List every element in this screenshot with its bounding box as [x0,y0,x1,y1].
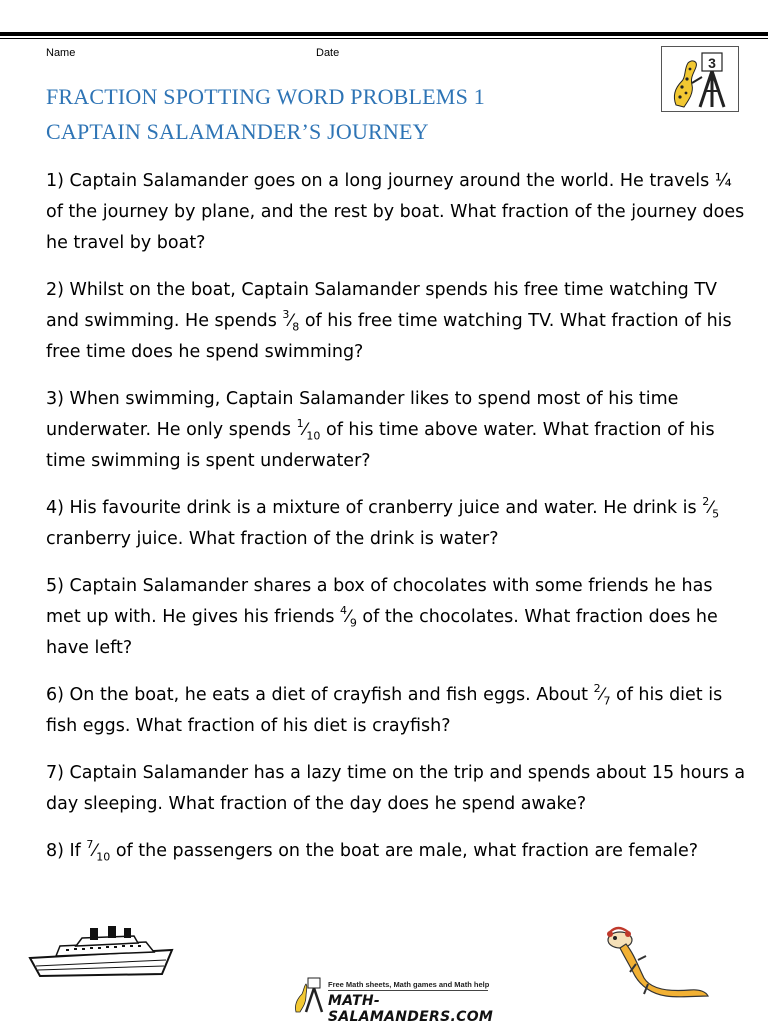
problem-6: 6) On the boat, he eats a diet of crayfish and fish eggs. About $^2⁄_7$ of his diet is fish eggs. What fraction of his diet is crayfish? [46,682,723,736]
problem-text: cranberry juice. What fraction of the drink is water? [46,529,499,549]
fraction-numerator: 1 [296,417,304,431]
problem-text: of his diet is fish eggs. What fraction of his diet is crayfish? [46,685,723,736]
problem-text: of his time above water. What fraction of his time swimming is spent underwater? [46,420,715,471]
problem-text: 6) On the boat, he eats a diet of crayfish and fish eggs. About [46,685,594,705]
salamander-with-headphones-icon [600,926,710,1007]
problem-text: of his free time watching TV. What fraction of his free time does he spend swimming? [46,311,732,362]
problem-text: 7) Captain Salamander has a lazy time on the trip and spends about 15 hours a day sleeping. What fraction of the day does he spend awake? [46,763,746,814]
problem-7 [46,758,746,820]
problem-text: 5) Captain Salamander shares a box of chocolates with some friends he has met up with. He gives his friends [46,576,713,627]
problem-2: 2) Whilst on the boat, Captain Salamander spends his free time watching TV and swimming. He spends $^3⁄_8$ of his free time watching TV. What fraction of his free time does he spend swimming? [46,280,732,362]
fraction-numerator: 7 [86,838,94,852]
fraction-denominator: 10 [96,850,111,864]
problem-text: 8) If [46,841,87,861]
footer-divider [328,990,488,991]
footer-salamander-icon [292,976,326,1014]
cruise-ship-icon [26,926,176,987]
problem-text: of the chocolates. What fraction does he have left? [46,607,718,658]
name-label: Name [46,47,76,59]
problem-text: 2) Whilst on the boat, Captain Salamander spends his free time watching TV and swimming. He spends [46,280,717,331]
header-rule-thin [0,38,768,39]
fraction-denominator: 5 [712,507,720,521]
problem-text: 3) When swimming, Captain Salamander likes to spend most of his time underwater. He only spends [46,389,679,440]
fraction-denominator: 10 [306,429,321,443]
problem-8: 8) If $^7⁄_{10}$ of the passengers on the boat are male, what fraction are female? [46,838,699,864]
fraction-denominator: 8 [292,320,300,334]
worksheet-title: FRACTION SPOTTING WORD PROBLEMS 1 [46,84,485,109]
problem-text: of the passengers on the boat are male, what fraction are female? [110,841,699,861]
problem-3: 3) When swimming, Captain Salamander likes to spend most of his time underwater. He only spends $^1⁄_{10}$ of his time above water. What fraction of his time swimming is spent underwater? [46,389,715,471]
fraction-numerator: 4 [340,604,348,618]
problem-list [46,166,746,883]
worksheet-subtitle: CAPTAIN SALAMANDER’S JOURNEY [46,119,429,144]
level-badge: 3 [708,55,716,71]
fraction-numerator: 2 [593,682,601,696]
problem-text: 4) His favourite drink is a mixture of cranberry juice and water. He drink is [46,498,703,518]
footer-site-link[interactable]: MATH-SALAMANDERS.COM [328,993,494,1024]
fraction-numerator: 2 [702,495,710,509]
fraction-denominator: 9 [349,616,357,630]
salamander-easel-logo-icon [661,46,739,112]
fraction-denominator: 7 [603,694,611,708]
footer-logo [292,976,494,1024]
header-rule [0,32,768,36]
footer-tagline: Free Math sheets, Math games and Math help [328,980,490,989]
problem-text: 1) Captain Salamander goes on a long journey around the world. He travels ¼ of the journey by plane, and the rest by boat. What fraction of the journey does he travel by boat? [46,171,745,253]
problem-5: 5) Captain Salamander shares a box of chocolates with some friends he has met up with. He gives his friends $^4⁄_9$ of the chocolates. What fraction does he have left? [46,576,718,658]
problem-1 [46,166,746,259]
problem-4: 4) His favourite drink is a mixture of cranberry juice and water. He drink is $^2⁄_5$ cranberry juice. What fraction of the drink is water? [46,495,720,549]
fraction-numerator: 3 [282,308,290,322]
date-label: Date [316,47,340,59]
